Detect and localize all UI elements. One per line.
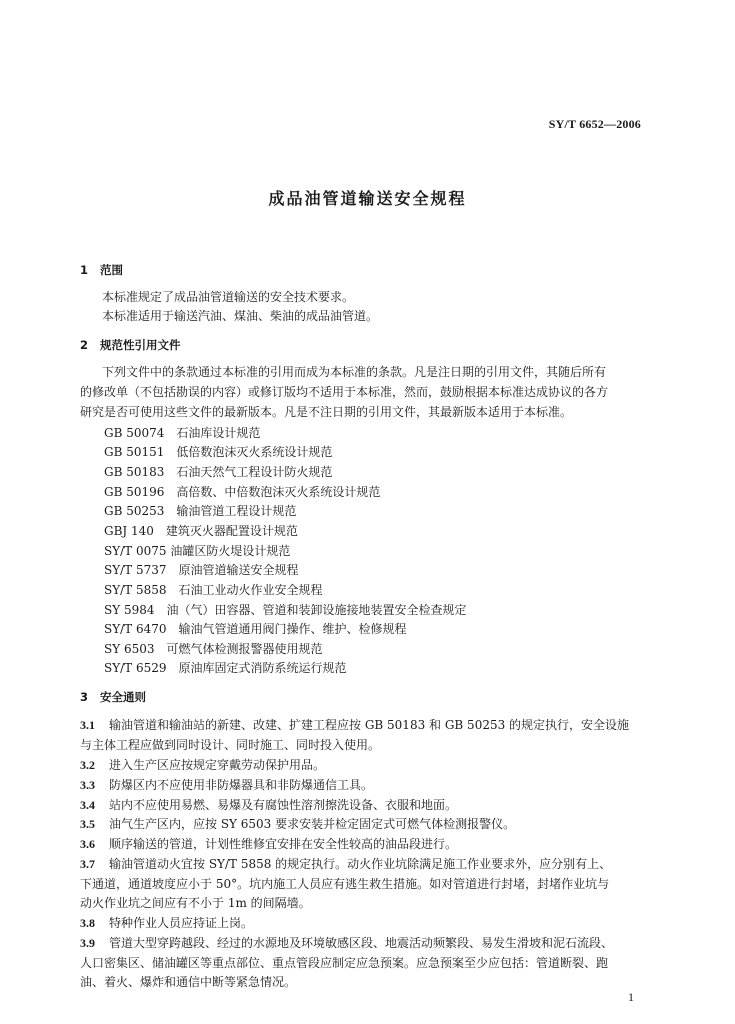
section-3-heading <box>80 689 146 705</box>
reference-item: SY/T 0075 油罐区防火堤设计规范 <box>104 544 291 558</box>
clause-number: 3.2 <box>80 758 95 772</box>
clause-number: 3.1 <box>80 718 95 732</box>
section-number: 3 <box>80 690 89 704</box>
clause-continuation: 人口密集区、储油罐区等重点部位、重点管段应制定应急预案。应急预案至少应包括：管道断裂、跑 <box>80 956 609 970</box>
clause-line <box>80 717 629 733</box>
reference-item: GB 50151 低倍数泡沫灭火系统设计规范 <box>104 445 333 459</box>
section-number: 2 <box>80 338 89 352</box>
clause-number: 3.6 <box>80 837 95 851</box>
reference-item: SY/T 6529 原油库固定式消防系统运行规范 <box>104 661 347 675</box>
reference-item: GB 50183 石油天然气工程设计防火规范 <box>104 465 333 479</box>
clause-text: 站内不应使用易燃、易爆及有腐蚀性溶剂擦洗设备、衣服和地面。 <box>109 798 458 812</box>
clause-line <box>80 836 457 852</box>
clause-line <box>80 777 373 793</box>
clause-text: 特种作业人员应持证上岗。 <box>109 916 254 930</box>
paragraph-line: 本标准规定了成品油管道输送的安全技术要求。 <box>102 290 355 304</box>
clause-continuation: 与主体工程应做到同时设计、同时施工、同时投入使用。 <box>80 738 381 752</box>
clause-line <box>80 797 457 813</box>
reference-item: SY 6503 可燃气体检测报警器使用规范 <box>104 642 323 656</box>
clause-text: 输油管道和输油站的新建、改建、扩建工程应按 GB 50183 和 GB 50253 的规定执行，安全设施 <box>109 718 630 732</box>
clause-number: 3.7 <box>80 857 95 871</box>
clause-number: 3.9 <box>80 936 95 950</box>
section-1-heading <box>80 262 123 278</box>
reference-item: SY/T 5858 石油工业动火作业安全规程 <box>104 583 323 597</box>
clause-line <box>80 915 253 931</box>
clause-line <box>80 856 611 872</box>
clause-text: 防爆区内不应使用非防爆器具和非防爆通信工具。 <box>109 778 374 792</box>
page-number: 1 <box>628 990 634 1004</box>
clause-text: 进入生产区应按规定穿戴劳动保护用品。 <box>109 758 326 772</box>
section-title: 安全通则 <box>100 690 146 704</box>
reference-item: GB 50253 输油管道工程设计规范 <box>104 504 297 518</box>
reference-item: GB 50196 高倍数、中倍数泡沫灭火系统设计规范 <box>104 485 381 499</box>
paragraph-line: 下列文件中的条款通过本标准的引用而成为本标准的条款。凡是注日期的引用文件，其随后所有 <box>102 365 607 379</box>
paragraph-line: 的修改单（不包括勘误的内容）或修订版均不适用于本标准，然而，鼓励根据本标准达成协议的各方 <box>80 385 609 399</box>
document-title: 成品油管道输送安全规程 <box>268 189 467 208</box>
clause-continuation: 下通道，通道坡度应小于 50°。坑内施工人员应有逃生救生措施。如对管道进行封堵，封堵作业坑与 <box>80 877 610 891</box>
clause-continuation: 动火作业坑之间应有不小于 1m 的间隔墙。 <box>80 896 311 910</box>
section-number: 1 <box>80 263 89 277</box>
standard-code: SY/T 6652—2006 <box>548 117 641 131</box>
paragraph-line: 研究是否可使用这些文件的最新版本。凡是不注日期的引用文件，其最新版本适用于本标准。 <box>80 405 573 419</box>
clause-number: 3.5 <box>80 817 95 831</box>
clause-number: 3.3 <box>80 778 95 792</box>
reference-item: SY 5984 油（气）田容器、管道和装卸设施接地装置安全检查规定 <box>104 603 467 617</box>
clause-line <box>80 757 325 773</box>
section-2-heading <box>80 337 181 353</box>
reference-item: GB 50074 石油库设计规范 <box>104 426 261 440</box>
section-title: 规范性引用文件 <box>100 338 181 352</box>
reference-item: GBJ 140 建筑灭火器配置设计规范 <box>104 524 298 538</box>
paragraph-line: 本标准适用于输送汽油、煤油、柴油的成品油管道。 <box>102 309 379 323</box>
clause-text: 油气生产区内，应按 SY 6503 要求安装并检定固定式可燃气体检测报警仪。 <box>109 817 516 831</box>
reference-item: SY/T 5737 原油管道输送安全规程 <box>104 563 299 577</box>
clause-text: 管道大型穿跨越段、经过的水源地及环境敏感区段、地震活动频繁段、易发生滑坡和泥石流段、 <box>109 936 614 950</box>
clause-text: 输油管道动火宜按 SY/T 5858 的规定执行。动火作业坑除满足施工作业要求外，应分别有上、 <box>109 857 612 871</box>
clause-number: 3.8 <box>80 916 95 930</box>
clause-line <box>80 816 515 832</box>
clause-line <box>80 935 613 951</box>
section-title: 范围 <box>100 263 123 277</box>
clause-number: 3.4 <box>80 798 95 812</box>
clause-text: 顺序输送的管道，计划性维修宜安排在安全性较高的油品段进行。 <box>109 837 458 851</box>
reference-item: SY/T 6470 输油气管道通用阀门操作、维护、检修规程 <box>104 622 407 636</box>
clause-continuation: 油、着火、爆炸和通信中断等紧急情况。 <box>80 975 297 989</box>
